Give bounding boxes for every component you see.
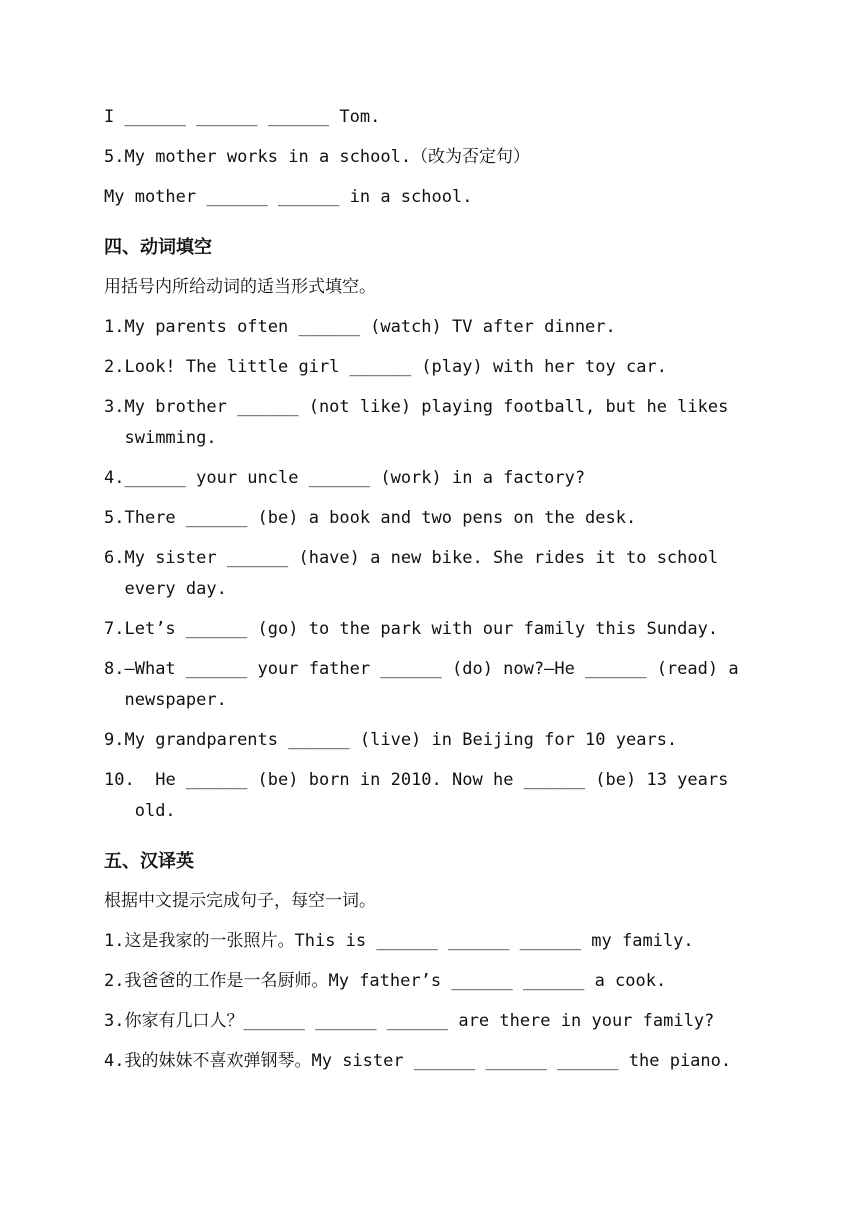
item-text: ______ your uncle ______ (work) in a factory? xyxy=(124,468,586,488)
exercise-item xyxy=(104,654,756,716)
item-number: 3. xyxy=(104,1011,125,1031)
item-number: 4. xyxy=(104,1051,125,1071)
item-number: 10. xyxy=(104,770,135,790)
exercise-item xyxy=(104,543,756,605)
item-number: 4. xyxy=(104,468,125,488)
item-text: My grandparents ______ (live) in Beijing for 10 years. xyxy=(124,730,678,750)
exercise-item xyxy=(104,926,756,957)
item-text: My mother works in a school.（改为否定句） xyxy=(124,147,531,167)
section-title: 五、汉译英 xyxy=(104,851,194,872)
exercise-item xyxy=(104,614,756,645)
item-number: 2. xyxy=(104,357,125,377)
item-number: 5. xyxy=(104,508,125,528)
exercise-item xyxy=(104,312,756,343)
exercise-item xyxy=(104,463,756,494)
item-number: 6. xyxy=(104,548,125,568)
item-number: 1. xyxy=(104,317,125,337)
exercise-item xyxy=(104,392,756,454)
item-number: 8. xyxy=(104,659,125,679)
item-text: My sister ______ (have) a new bike. She rides it to school every day. xyxy=(124,548,729,599)
fill-in-sentence: I ______ ______ ______ Tom. xyxy=(104,107,381,127)
section-instruction: 根据中文提示完成句子，每空一词。 xyxy=(104,891,376,911)
exercise-item xyxy=(104,352,756,383)
exercise-item xyxy=(104,503,756,534)
item-text: 我爸爸的工作是一名厨师。My father’s ______ ______ a cook. xyxy=(124,971,667,991)
item-text: He ______ (be) born in 2010. Now he ______ (be) 13 years old. xyxy=(134,770,739,821)
item-text: Look! The little girl ______ (play) with her toy car. xyxy=(124,357,667,377)
item-number: 2. xyxy=(104,971,125,991)
exercise-item xyxy=(104,765,756,827)
item-text: —What ______ your father ______ (do) now?—He ______ (read) a newspaper. xyxy=(124,659,749,710)
item-number: 9. xyxy=(104,730,125,750)
section-instruction: 用括号内所给动词的适当形式填空。 xyxy=(104,277,376,297)
item-number: 7. xyxy=(104,619,125,639)
item-number: 1. xyxy=(104,931,125,951)
exercise-item xyxy=(104,966,756,997)
item-text: My brother ______ (not like) playing football, but he likes swimming. xyxy=(124,397,739,448)
section-title: 四、动词填空 xyxy=(104,237,212,258)
item-text: My parents often ______ (watch) TV after dinner. xyxy=(124,317,616,337)
worksheet-page xyxy=(104,102,756,1086)
exercise-item xyxy=(104,142,756,173)
item-number: 3. xyxy=(104,397,125,417)
item-text: 这是我家的一张照片。This is ______ ______ ______ my family. xyxy=(124,931,694,951)
item-text: 我的妹妹不喜欢弹钢琴。My sister ______ ______ ______ the piano. xyxy=(124,1051,732,1071)
item-text: There ______ (be) a book and two pens on the desk. xyxy=(124,508,637,528)
item-text: 你家有几口人？______ ______ ______ are there in your family? xyxy=(124,1011,715,1031)
exercise-item xyxy=(104,725,756,756)
item-text: Let’s ______ (go) to the park with our family this Sunday. xyxy=(124,619,719,639)
exercise-item xyxy=(104,1006,756,1037)
fill-in-sentence: My mother ______ ______ in a school. xyxy=(104,187,473,207)
exercise-item xyxy=(104,1046,756,1077)
item-number: 5. xyxy=(104,147,125,167)
